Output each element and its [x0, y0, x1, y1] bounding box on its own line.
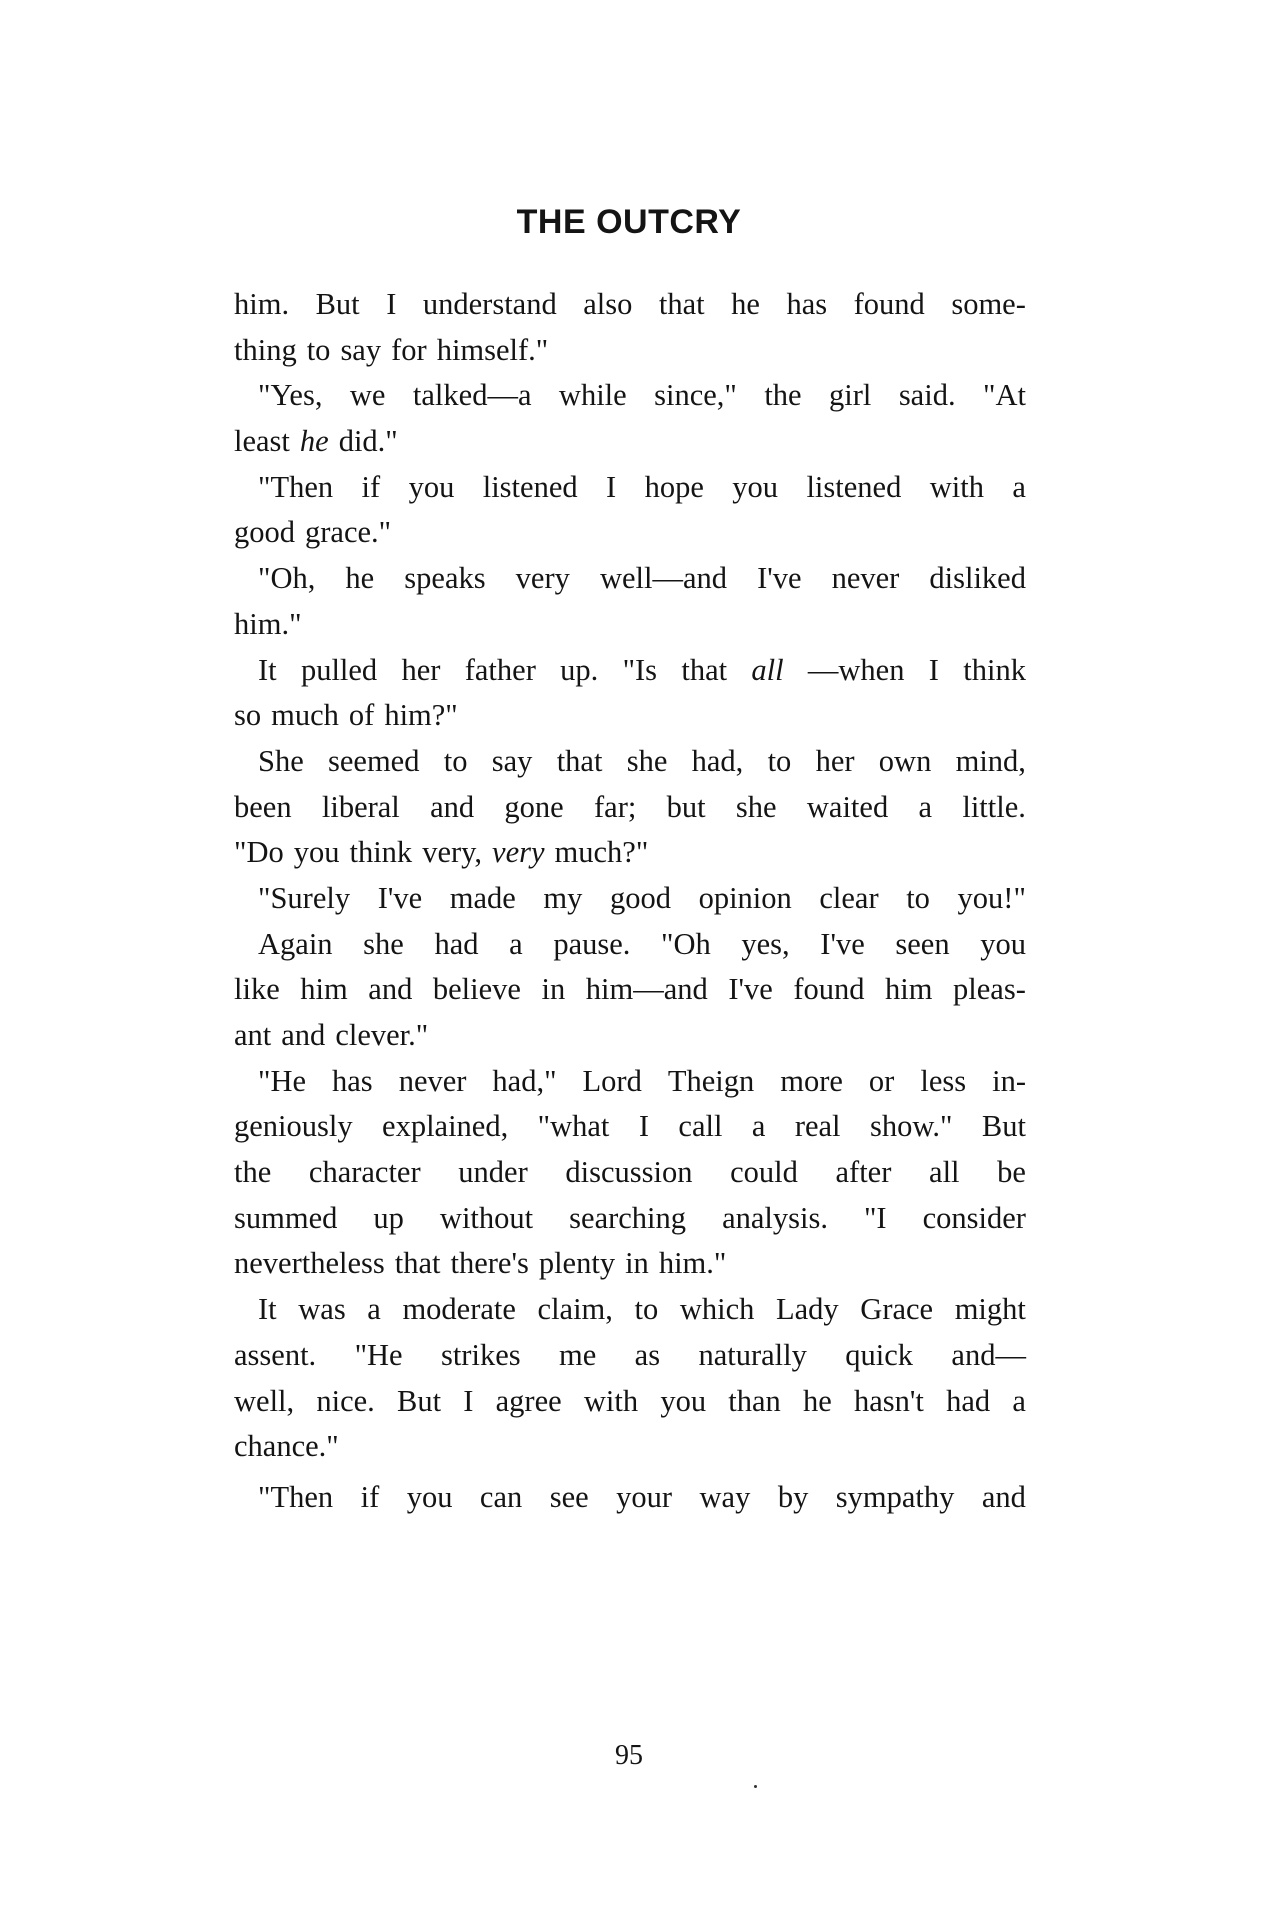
word: chance." — [234, 1429, 339, 1464]
word: nevertheless — [234, 1246, 385, 1281]
word: in — [625, 1246, 649, 1281]
word: hope — [644, 469, 704, 504]
word: mind, — [955, 743, 1026, 778]
word: me — [559, 1337, 597, 1372]
word: her — [401, 652, 441, 687]
word: you — [732, 469, 779, 504]
word: good — [234, 515, 295, 550]
word: and — [430, 789, 475, 824]
word: in — [541, 972, 566, 1007]
word: that — [681, 652, 728, 687]
text-line — [234, 967, 1026, 1013]
word: father — [464, 652, 536, 687]
word: show." — [869, 1109, 953, 1144]
word: very — [515, 561, 570, 596]
word: real — [794, 1109, 841, 1144]
word: him?" — [384, 698, 458, 733]
word: listened — [482, 469, 578, 504]
word: she — [735, 789, 777, 824]
word: Lady — [776, 1292, 839, 1327]
word: since," — [654, 378, 737, 413]
word: under — [458, 1155, 528, 1190]
word: might — [954, 1292, 1026, 1327]
word: and — [368, 972, 413, 1007]
word: own — [878, 743, 932, 778]
word: he — [345, 561, 375, 596]
word: with — [929, 469, 984, 504]
text-line — [234, 1059, 1026, 1105]
word: you — [406, 1479, 453, 1514]
word: had — [946, 1383, 991, 1418]
word: Theign — [667, 1063, 755, 1098]
word: "Then — [258, 1479, 334, 1514]
word: some- — [951, 287, 1026, 321]
word: But — [981, 1109, 1026, 1144]
word: so — [234, 698, 262, 733]
word: I — [386, 287, 397, 321]
word: consider — [922, 1200, 1026, 1235]
word: and — [981, 1479, 1026, 1514]
word: naturally — [698, 1337, 807, 1372]
word: like — [234, 972, 280, 1007]
word: a — [1012, 469, 1026, 504]
page-number: 95 — [615, 1740, 643, 1771]
word: disliked — [929, 561, 1026, 596]
word: that — [658, 287, 705, 321]
word: listened — [806, 469, 902, 504]
word: But — [315, 287, 360, 321]
word: and— — [951, 1337, 1026, 1372]
word: if — [361, 469, 381, 504]
word: moderate — [402, 1292, 516, 1327]
word: a — [509, 926, 523, 961]
word: nice. — [316, 1383, 375, 1418]
text-line — [234, 1196, 1026, 1242]
word: "Yes, — [258, 378, 323, 413]
word: liberal — [321, 789, 400, 824]
word: there's — [450, 1246, 529, 1281]
word: summed — [234, 1200, 338, 1235]
text-line — [234, 648, 1026, 694]
word: to — [767, 743, 792, 778]
word: you — [980, 926, 1026, 961]
word: to — [306, 332, 331, 367]
word: your — [616, 1479, 673, 1514]
word: pulled — [300, 652, 378, 687]
word: good — [609, 880, 671, 915]
text-line — [234, 510, 1026, 556]
word: said. — [898, 378, 956, 413]
text-line — [234, 1287, 1026, 1333]
word: without — [439, 1200, 534, 1235]
word: talked—a — [412, 378, 532, 413]
word: Grace — [860, 1292, 934, 1327]
word: I've — [728, 972, 773, 1007]
word: little. — [962, 789, 1026, 824]
word: did." — [338, 424, 398, 459]
word: the — [234, 1155, 272, 1190]
word: was — [298, 1292, 346, 1327]
word: quick — [845, 1337, 914, 1372]
word: I — [606, 469, 617, 504]
word: "He — [354, 1337, 403, 1372]
italic-word: very — [492, 835, 545, 870]
word: to — [443, 743, 468, 778]
word: as — [634, 1337, 661, 1372]
word: claim, — [537, 1292, 613, 1327]
word: She — [258, 743, 304, 778]
word: never — [831, 561, 900, 596]
text-line — [234, 328, 1026, 374]
word: a — [367, 1292, 381, 1327]
word: hasn't — [853, 1383, 924, 1418]
body-text — [234, 282, 1026, 1521]
word: grace." — [305, 515, 392, 550]
word: could — [730, 1155, 798, 1190]
text-line — [234, 1379, 1026, 1425]
word: we — [349, 378, 386, 413]
word: thing — [234, 332, 297, 367]
word: see — [549, 1479, 589, 1514]
word: much — [271, 698, 339, 733]
word: more — [780, 1063, 843, 1098]
word: you — [293, 835, 340, 870]
word: girl — [829, 378, 872, 413]
word: him—and — [585, 972, 708, 1007]
word: But — [396, 1383, 442, 1418]
text-line — [234, 1333, 1026, 1379]
word: much?" — [554, 835, 649, 870]
word: gone — [504, 789, 564, 824]
word: a — [751, 1109, 766, 1144]
word: It — [258, 1292, 277, 1327]
word: very, — [422, 835, 483, 870]
word: if — [360, 1479, 380, 1514]
word: he — [731, 287, 760, 321]
word: strikes — [440, 1337, 521, 1372]
word: him." — [658, 1246, 727, 1281]
text-line — [234, 1013, 1026, 1059]
word: call — [678, 1109, 723, 1144]
word: explained, — [382, 1109, 509, 1144]
word: than — [728, 1383, 781, 1418]
word: geniously — [234, 1109, 353, 1144]
word: she — [626, 743, 668, 778]
word: "Surely — [258, 880, 351, 915]
word: character — [308, 1155, 421, 1190]
word: "He — [258, 1063, 307, 1098]
word: believe — [432, 972, 521, 1007]
text-line — [234, 282, 1026, 328]
word: up — [373, 1200, 404, 1235]
word: a — [1012, 1383, 1026, 1418]
word: clear — [819, 880, 879, 915]
word: I've — [820, 926, 865, 961]
word: which — [679, 1292, 755, 1327]
word: you — [408, 469, 455, 504]
word: understand — [422, 287, 557, 321]
word: himself." — [436, 332, 549, 367]
word: way — [699, 1479, 751, 1514]
word: to — [634, 1292, 659, 1327]
word: "I — [863, 1200, 887, 1235]
word: I — [928, 652, 939, 687]
word: far; — [594, 789, 637, 824]
word: after — [835, 1155, 892, 1190]
word: in- — [992, 1063, 1026, 1098]
word: also — [583, 287, 633, 321]
word: him. — [234, 287, 290, 321]
text-line — [234, 465, 1026, 511]
word: the — [764, 378, 802, 413]
text-line — [234, 876, 1026, 922]
italic-word: he — [299, 424, 329, 459]
word: her — [815, 743, 855, 778]
word: I — [463, 1383, 474, 1418]
word: never — [398, 1063, 467, 1098]
text-line — [234, 922, 1026, 968]
text-line — [234, 556, 1026, 602]
word: has — [332, 1063, 373, 1098]
text-line — [234, 1104, 1026, 1150]
word: pause. — [553, 926, 631, 961]
word: think — [963, 652, 1026, 687]
word: all — [929, 1155, 960, 1190]
word: analysis. — [722, 1200, 828, 1235]
word: searching — [569, 1200, 687, 1235]
word: least — [234, 424, 290, 459]
word: opinion — [698, 880, 792, 915]
text-line — [234, 739, 1026, 785]
word: "Is — [622, 652, 658, 687]
word: I've — [757, 561, 802, 596]
word: had — [434, 926, 479, 961]
word: waited — [806, 789, 889, 824]
word: to — [906, 880, 930, 915]
word: agree — [495, 1383, 562, 1418]
text-line — [234, 785, 1026, 831]
word: found — [793, 972, 865, 1007]
word: a — [918, 789, 933, 824]
word: been — [234, 789, 292, 824]
word: "Oh — [661, 926, 711, 961]
word: clever." — [335, 1018, 429, 1052]
word: "Then — [258, 469, 334, 504]
word: well, — [234, 1383, 295, 1418]
word: him." — [234, 606, 302, 641]
word: less — [920, 1063, 967, 1098]
word: him — [300, 972, 348, 1007]
word: made — [449, 880, 516, 915]
word: Lord — [582, 1063, 642, 1098]
word: seen — [895, 926, 950, 961]
italic-word: all — [751, 652, 784, 687]
text-line — [234, 1424, 1026, 1470]
word: think — [349, 835, 413, 870]
word: has — [786, 287, 828, 321]
word: "Oh, — [258, 561, 316, 596]
word: be — [997, 1155, 1026, 1190]
word: pleas- — [953, 972, 1026, 1007]
word: for — [391, 332, 427, 367]
word: had, — [691, 743, 744, 778]
word: It — [258, 652, 277, 687]
word: him — [885, 972, 933, 1007]
text-line — [234, 373, 1026, 419]
word: say — [491, 743, 533, 778]
text-line — [234, 830, 1026, 876]
word: "what — [537, 1109, 610, 1144]
word: Again — [258, 926, 333, 961]
word: discussion — [565, 1155, 693, 1190]
word: while — [558, 378, 627, 413]
text-line — [234, 1241, 1026, 1287]
word: had," — [492, 1063, 557, 1098]
word: but — [666, 789, 706, 824]
word: I've — [377, 880, 423, 915]
word: can — [479, 1479, 523, 1514]
word: speaks — [404, 561, 486, 596]
word: or — [868, 1063, 895, 1098]
word: —when — [807, 652, 905, 687]
word: up. — [560, 652, 599, 687]
word: say — [340, 332, 382, 367]
word: yes, — [741, 926, 790, 961]
text-line — [234, 1475, 1026, 1521]
word: he — [802, 1383, 832, 1418]
word: ant — [234, 1018, 272, 1052]
word: assent. — [234, 1337, 317, 1372]
text-line — [234, 602, 1026, 648]
text-line — [234, 1150, 1026, 1196]
word: with — [583, 1383, 639, 1418]
word: plenty — [538, 1246, 616, 1281]
word: "Do — [234, 835, 284, 870]
word: my — [543, 880, 583, 915]
word: you — [660, 1383, 707, 1418]
word: found — [853, 287, 925, 321]
running-head: THE OUTCRY — [516, 203, 742, 241]
word: that — [556, 743, 603, 778]
word: that — [394, 1246, 441, 1281]
word: "At — [983, 378, 1026, 413]
word: sympathy — [835, 1479, 955, 1514]
word: I — [638, 1109, 649, 1144]
text-line — [234, 419, 1026, 465]
word: she — [363, 926, 404, 961]
word: seemed — [328, 743, 420, 778]
word: and — [281, 1018, 326, 1052]
word: of — [348, 698, 375, 733]
ink-speck — [754, 1785, 757, 1788]
word: by — [777, 1479, 809, 1514]
text-line — [234, 693, 1026, 739]
word: well—and — [599, 561, 727, 596]
word: you!" — [957, 880, 1026, 915]
